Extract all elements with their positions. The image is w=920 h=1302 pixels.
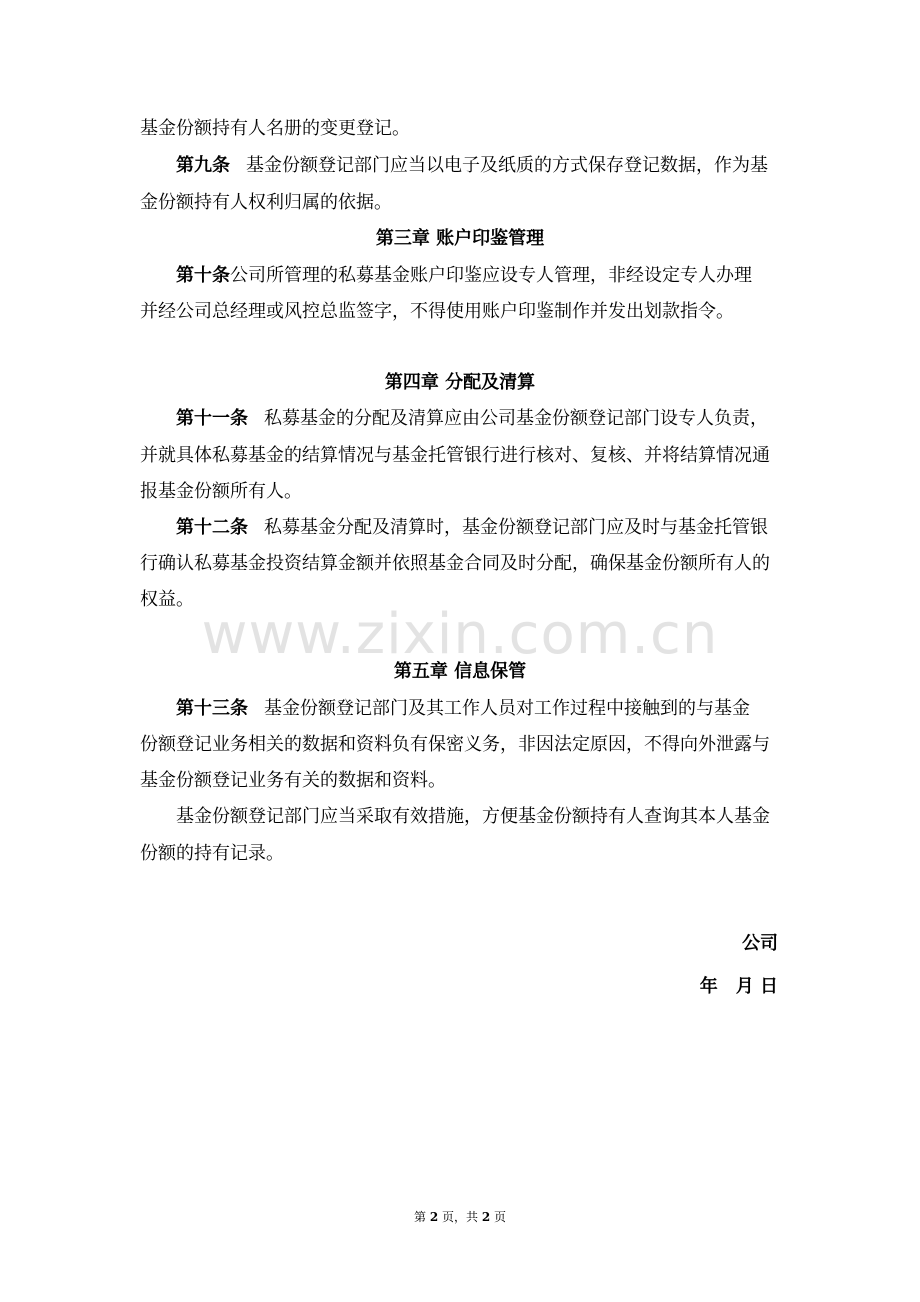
paragraph-line: 并经公司总经理或风控总监签字，不得使用账户印鉴制作并发出划款指令。 [140,301,734,322]
article-13-label: 第十三条 [176,698,248,719]
chapter-3-heading: 第三章 账户印鉴管理 [375,228,545,249]
paragraph-line: 份额登记业务相关的数据和资料负有保密义务，非因法定原因，不得向外泄露与 [140,734,770,755]
article-11-text: 私募基金的分配及清算应由公司基金份额登记部门设专人负责， [264,408,768,429]
article-12-label: 第十二条 [176,517,248,538]
chapter-4-heading: 第四章 分配及清算 [384,372,536,393]
article-9-label: 第九条 [176,155,230,176]
article-9 [176,154,836,178]
paragraph-line: 并就具体私募基金的结算情况与基金托管银行进行核对、复核、并将结算情况通 [140,445,770,466]
paragraph-line: 金份额持有人权利归属的依据。 [140,192,392,213]
signature-date: 年 月 日 [699,976,778,997]
footer-suffix: 页 [490,1210,506,1224]
paragraph-line: 报基金份额所有人。 [140,481,302,502]
page-number: 2 [429,1210,439,1224]
chapter-5-heading: 第五章 信息保管 [393,661,527,682]
article-12-text: 私募基金分配及清算时，基金份额登记部门应及时与基金托管银 [264,517,768,538]
watermark: www.zixin.com.cn [201,602,719,667]
paragraph-line: 基金份额持有人名册的变更登记。 [140,118,410,139]
article-10 [176,264,836,288]
paragraph-line: 基金份额登记部门应当采取有效措施，方便基金份额持有人查询其本人基金 [176,806,770,827]
paragraph-line: 权益。 [140,589,194,610]
page-total: 2 [481,1210,491,1224]
article-10-label: 第十条 [176,265,230,286]
footer-mid: 页，共 [438,1210,482,1224]
paragraph-line: 基金份额登记业务有关的数据和资料。 [140,770,446,791]
paragraph-line: 份额的持有记录。 [140,843,284,864]
article-11-label: 第十一条 [176,408,248,429]
page-footer [0,1208,920,1225]
signature-company: 公司 [742,933,778,954]
article-13 [176,697,836,721]
article-10-text: 公司所管理的私募基金账户印鉴应设专人管理，非经设定专人办理 [230,265,752,286]
paragraph-line: 行确认私募基金投资结算金额并依照基金合同及时分配，确保基金份额所有人的 [140,553,770,574]
article-11 [176,407,836,431]
footer-prefix: 第 [413,1210,430,1224]
article-12 [176,516,836,540]
article-13-text: 基金份额登记部门及其工作人员对工作过程中接触到的与基金 [264,698,750,719]
article-9-text: 基金份额登记部门应当以电子及纸质的方式保存登记数据，作为基 [246,155,768,176]
